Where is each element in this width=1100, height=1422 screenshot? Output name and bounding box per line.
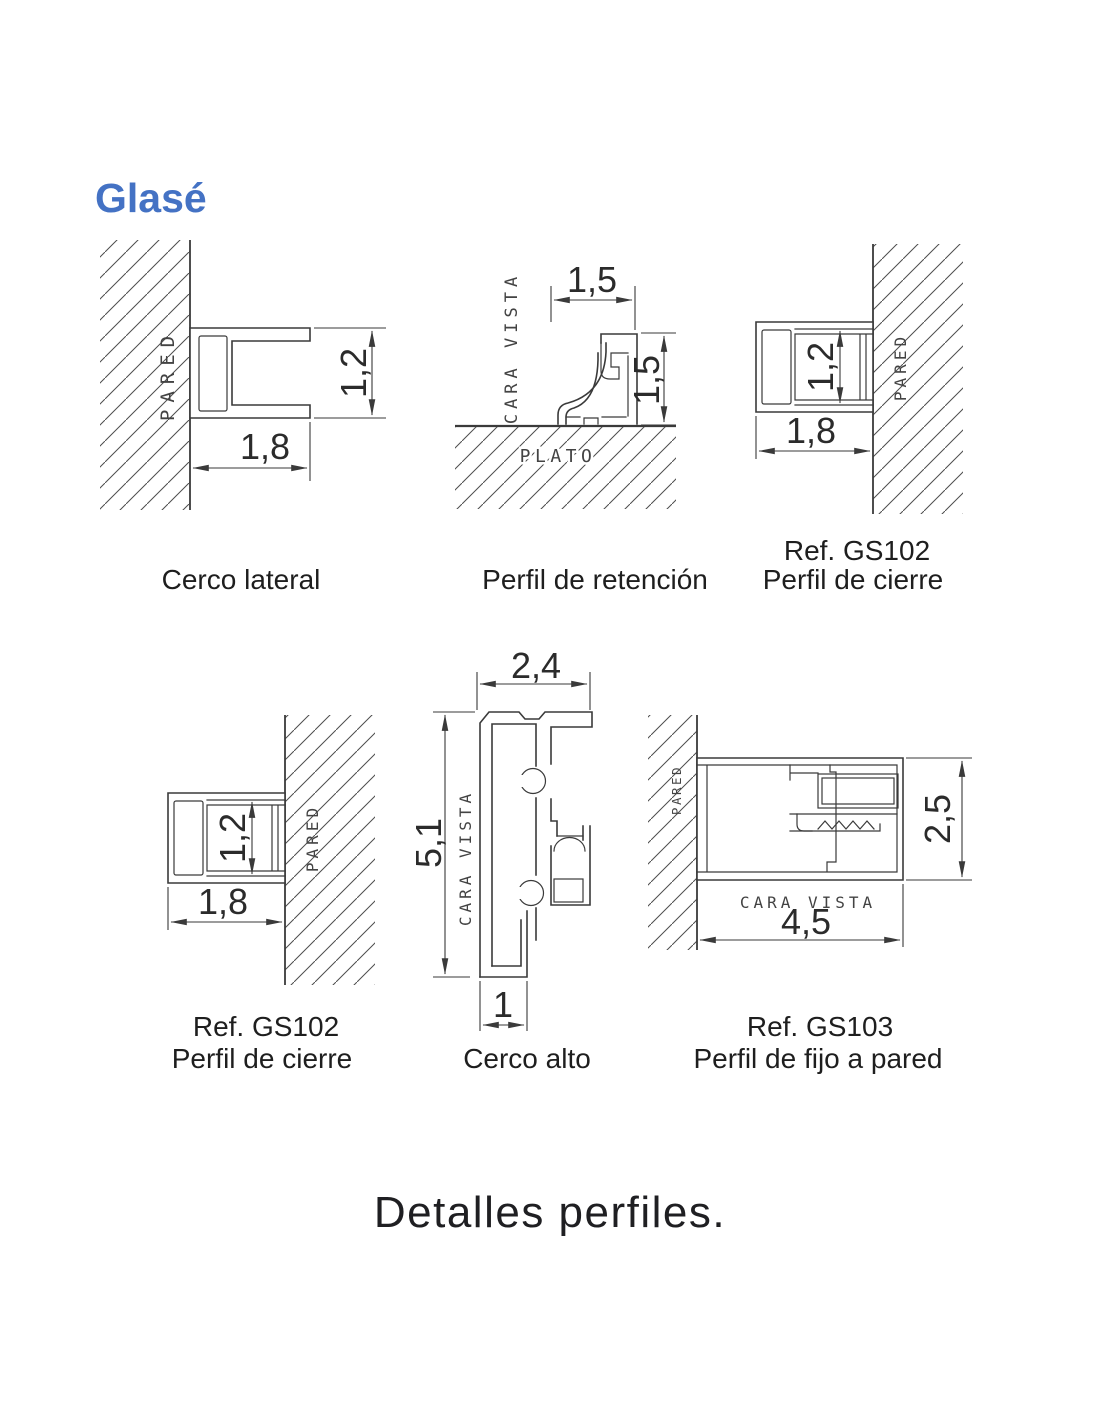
face-label: CARA VISTA: [456, 789, 475, 927]
diagram-gs102-left: [168, 715, 375, 985]
base-label: PLATO: [519, 446, 597, 467]
wall-hatching: [285, 715, 375, 985]
diagram-caption: Perfil de fijo a pared: [693, 1043, 943, 1074]
base-dimension-value: 1: [492, 984, 514, 1025]
diagram-caption: Perfil de retención: [482, 564, 708, 595]
screw-boss-bottom: [514, 881, 544, 906]
floor-hatching: [455, 427, 676, 509]
width-dimension-value: 4,5: [780, 901, 832, 942]
page-footer-title: Detalles perfiles.: [373, 1188, 727, 1237]
diagram-perfil-retencion: [455, 259, 708, 595]
diagram-caption: Cerco alto: [463, 1043, 591, 1074]
wall-label: PARED: [303, 803, 322, 873]
height-dimension-value: 1,5: [626, 354, 667, 406]
diagram-cerco-alto: [408, 645, 592, 1074]
height-dimension-value: 5,1: [408, 817, 449, 869]
height-dimension-value: 1,2: [800, 341, 841, 393]
wall-label: PARED: [669, 764, 684, 816]
height-dimension-value: 1,2: [333, 347, 374, 399]
width-dimension-value: 1,8: [785, 410, 837, 451]
width-dimension-value: 1,5: [566, 259, 618, 300]
diagram-gs103: [648, 715, 972, 1074]
height-dimension-value: 1,2: [212, 812, 253, 864]
diagram-caption: Perfil de cierre: [171, 1043, 353, 1074]
wall-label: PARED: [891, 332, 910, 402]
width-dimension-value: 1,8: [239, 426, 291, 467]
width-dimension-value: 1,8: [197, 881, 249, 922]
height-dimension-value: 2,5: [917, 793, 958, 845]
wall-hatching: [648, 715, 697, 950]
face-label: CARA VISTA: [739, 893, 877, 912]
diagram-gs102-top: [756, 244, 963, 514]
diagram-ref: Ref. GS103: [746, 1011, 894, 1042]
face-label: CARA VISTA: [502, 271, 522, 425]
diagram-cerco-lateral: [100, 240, 386, 595]
screw-boss-top: [516, 769, 546, 794]
profile-outline: [480, 712, 592, 977]
width-dimension-value: 2,4: [510, 645, 562, 686]
profile-outline: [697, 758, 903, 880]
profile-outline: [190, 328, 310, 418]
wall-hatching: [873, 244, 963, 514]
diagram-caption: Perfil de cierre: [762, 564, 944, 595]
page-title: Glasé: [95, 175, 207, 221]
diagram-ref: Ref. GS102: [783, 535, 931, 566]
diagram-caption: Cerco lateral: [161, 564, 321, 595]
diagram-ref: Ref. GS102: [192, 1011, 340, 1042]
wall-label: PARED: [157, 328, 179, 422]
